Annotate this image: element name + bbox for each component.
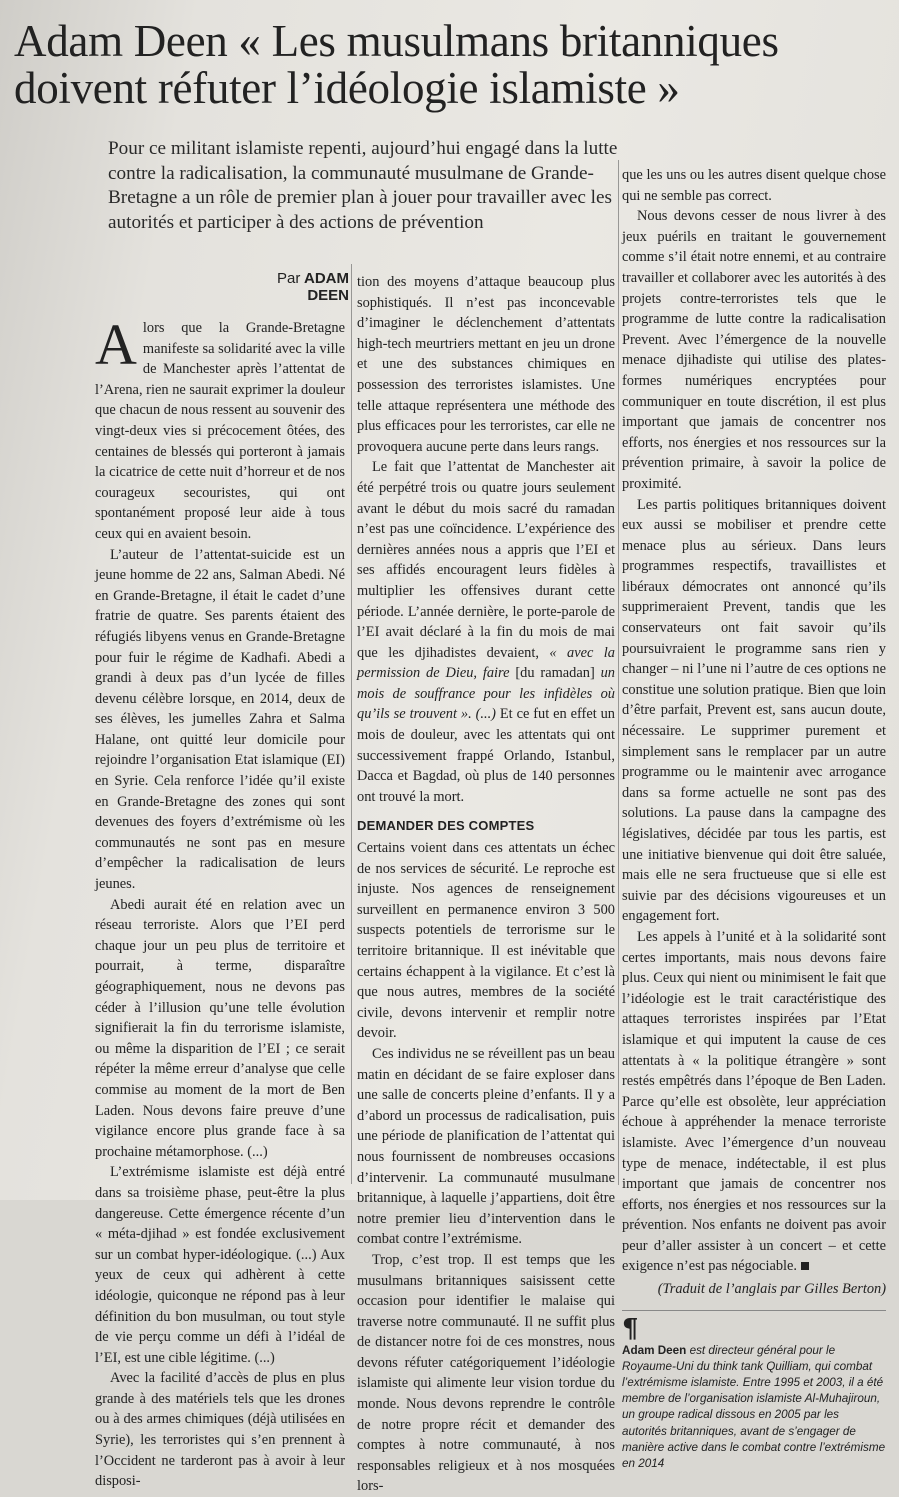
quote: un mois de souffrance pour les infidèles où qu’ils se trouvent ». (...) [357, 665, 615, 723]
paragraph: Trop, c’est trop. Il est temps que les musulmans britanniques saisissent cette occasion pour identifier le malaise qui traverse notre communauté. Il ne suffit plus de distancer notre foi de ces monstres, nous devons réfuter catégoriquement l’idéologie islamiste qui alimente leur vision tordue du monde. Nous devons reprendre le contrôle de notre propre récit et demander des comptes à notre communauté, à nos responsables religieux et à nos mosquées lors- [357, 1251, 615, 1495]
byline-prefix: Par [277, 270, 301, 287]
paragraph: Ces individus ne se réveillent pas un beau matin en décidant de se faire exploser dans une salle de concerts pleine d’enfants. Il y a d’abord un processus de radicalisation, puis une période de planification de l’attentat qui nous fournissent de nombreuses occasions d’intervenir. La communauté musulmane britannique, à laquelle j’appartiens, doit être notre premier lieu d’intervention dans le combat contre l’extrémisme. [357, 1045, 615, 1248]
section-subhead: DEMANDER DES COMPTES [357, 818, 535, 834]
quote: « avec la permission de Dieu, faire [357, 644, 615, 682]
bio-name: Adam Deen [622, 1343, 687, 1357]
article-column-2 [357, 272, 615, 1497]
paragraph-text: lors que la Grande-Bretagne manifeste sa solidarité avec la ville de Manchester après l’attentat de l’Arena, rien ne saurait exprimer la douleur que chacun de nous ressent au souvenir des vingt-deux vies si précocement ôtées, des centaines de blessés qui porteront à jamais la cicatrice de cette nuit d’horreur et de nos courageux secouristes, qui ont spontanément proposé leur aide à tous ceux qui en avaient besoin. [95, 320, 345, 542]
byline [245, 270, 349, 304]
paragraph: tion des moyens d’attaque beaucoup plus sophistiqués. Il n’est pas inconcevable d’imaginer le déclenchement d’attentats high-tech meurtriers mettant en jeu un drone et une des substances chimiques en possession des terroristes islamistes. Une telle attaque représentera une méthode des plus efficaces pour les terroristes, car elle ne provoquera aucune perte dans leurs rangs. [357, 274, 615, 455]
paragraph [357, 457, 615, 807]
bio-text: est directeur général pour le Royaume-Uni du think tank Quilliam, qui combat l’extrémisme islamiste. Entre 1995 et 2003, il a été membre de l’organisation islamiste Al-Muhajiroun, un groupe radical dissous en 2005 par les autorités britanniques, avant de s’engager de manière active dans le combat contre l’extrémisme en 2014 [622, 1343, 886, 1471]
standfirst: Pour ce militant islamiste repenti, aujourd’hui engagé dans la lutte contre la radicalisation, la communauté musulmane de Grande-Bretagne a un rôle de premier plan à jouer pour travailler avec les autorités et participer à des actions de prévention [108, 138, 618, 233]
paragraph-text: Le fait que l’attentat de Manchester ait été perpétré trois ou quatre jours seulement avant le début du mois sacré du ramadan n’est pas une coïncidence. L’expérience des dernières années nous a appris que l’EI et ses affidés encouragent leurs fidèles à multiplier les offensives durant cette période. L’année dernière, le porte-parole de l’EI avait déclaré à la fin du mois de mai que les djihadistes devaient, [357, 459, 615, 661]
article-column-3 [622, 165, 886, 1472]
column-divider [351, 264, 352, 1184]
paragraph [622, 927, 886, 1277]
paragraph: Les partis politiques britanniques doivent eux aussi se mobiliser et prendre cette menace plus au sérieux. Dans leurs programmes respectifs, travaillistes et libéraux démocrates ont annoncé qu’ils supprimeraient Prevent, tandis que les conservateurs ont fait savoir qu’ils poursuivraient le programme sans rien y changer – ni l’une ni l’autre de ces options ne constitue une solution pratique. Bien que loin d’être parfait, Prevent est, sans aucun doute, nécessaire. Le supprimer purement et simplement sans le remplacer par un autre programme ou le maintenir avec arrogance dans sa forme actuelle ne sont pas des solutions. La pause dans la campagne des législatives, décidée par tous les partis, est une initiative bienvenue qui doit être saluée, mais elle ne sera fructueuse que si elle est suivie par des décisions vigoureuses et un engagement fort. [622, 496, 886, 925]
byline-author: ADAM DEEN [304, 270, 349, 304]
author-bio [622, 1343, 886, 1473]
article-column-1 [95, 312, 345, 1492]
paragraph: Avec la facilité d’accès de plus en plus grande à des matériels tels que les drones ou à des armes chimiques (déjà utilisées en Syrie), les terroristes qui s’en prennent à l’Occident ne tarderont pas à avoir à leur disposi- [95, 1370, 345, 1490]
pilcrow-icon: ¶ [622, 1313, 639, 1344]
paragraph: Abedi aurait été en relation avec un réseau terroriste. Alors que l’EI perd chaque jour un peu plus de territoire et pourrait, à terme, disparaître géographiquement, nous ne devons pas céder à l’illusion qu’une telle évolution signifierait la fin du terrorisme islamiste, ou même la disparition de l’EI ; ce serait répéter la même erreur d’analyse que celle commise au moment de la mort de Ben Laden. Nous devons faire preuve d’une vigilance encore plus grande face à sa prochaine métamorphose. (...) [95, 896, 345, 1160]
paragraph-text: Les appels à l’unité et à la solidarité sont certes importants, mais nous devons faire plus. Ceux qui nient ou minimisent le fait que l’idéologie est le trait caractéristique des attaques terroristes inspirées par l’Etat islamique et qui imputent la cause de ces attentats à « la politique étrangère » sont restés empêtrés dans l’époque de Ben Laden. Parce qu’elle est obsolète, leur appréciation échoue à appréhender la menace terroriste islamiste. Avec l’émergence d’un nouveau type de menace, indétectable, il est plus important que jamais de concentrer nos efforts, nos énergies et nos ressources sur la prévention. Nos enfants ne doivent pas avoir peur d’aller assister à un concert – et cette exigence n’est pas négociable. [622, 928, 886, 1275]
paragraph [95, 312, 345, 545]
paragraph: que les uns ou les autres disent quelque chose qui ne semble pas correct. [622, 167, 886, 204]
paragraph: L’extrémisme islamiste est déjà entré dans sa troisième phase, peut-être la plus dangereuse. Cette émergence récente d’un « méta-djihad » est fondée exclusivement sur un combat hyper-idéologique. (...) Aux yeux de ceux qui adhèrent à cette idéologie, quiconque ne répond pas à leur définition du bon musulman, ou tout style de vie perçu comme un défi à l’idéal de l’EI, est une cible légitime. (...) [95, 1164, 345, 1366]
paragraph: L’auteur de l’attentat-suicide est un jeune homme de 22 ans, Salman Abedi. Né en Grande-Bretagne, il était le cadet d’une fratrie de quatre. Ses parents étaient des réfugiés libyens venus en Grande-Bretagne pour fuir le régime de Kadhafi. Abedi a grandi à deux pas d’un lycée de filles devenu célèbre lorsque, en 2014, deux de ses élèves, les jumelles Zahra et Salma Halane, ont quitté leur domicile pour rejoindre l’organisation Etat islamique (EI) en Syrie. Cela renforce l’idée qu’il existe en Grande-Bretagne des zones qui sont devenues des foyers d’extrémisme où les communautés ne sont pas en mesure d’empêcher la radicalisation de leurs jeunes. [95, 546, 345, 893]
paragraph: Certains voient dans ces attentats un échec de nos services de sécurité. Le reproche est injuste. Nos agences de renseignement surveillent en permanence environ 3 500 suspects potentiels de terrorisme sur le territoire britannique. Il est inévitable que certains échappent à la vigilance. Et c’est là que nous autres, membres de la société civile, devons intervenir et remplir notre devoir. [357, 840, 615, 1042]
translator-credit: (Traduit de l’anglais par Gilles Berton) [657, 1281, 886, 1298]
headline: Adam Deen « Les musulmans britanniques doivent réfuter l’idéologie islamiste » [14, 16, 779, 113]
paragraph: Nous devons cesser de nous livrer à des jeux puérils en traitant le gouvernement comme s’il était notre ennemi, et au contraire travailler et collaborer avec les autorités à des projets contre-terroristes tels que le programme de lutte contre la radicalisation Prevent. Avec l’émergence de la nouvelle menace djihadiste qui utilise des plates-formes numériques encryptées pour communiquer en toute discrétion, il est plus important que jamais de concentrer nos efforts, nos énergies et nos ressources sur la prévention primaire, à savoir la police de proximité. [622, 208, 886, 492]
end-mark [801, 1262, 809, 1270]
bio-divider [622, 1310, 886, 1311]
paragraph-text: Et ce fut en effet un mois de douleur, avec les attentats qui ont successivement frappé Orlando, Istanbul, Dacca et Bagdad, où plus de 140 personnes ont trouvé la mort. [357, 706, 615, 805]
drop-cap: A [95, 312, 137, 377]
paragraph-text: [du ramadan] [515, 665, 595, 682]
column-divider [618, 160, 619, 1185]
